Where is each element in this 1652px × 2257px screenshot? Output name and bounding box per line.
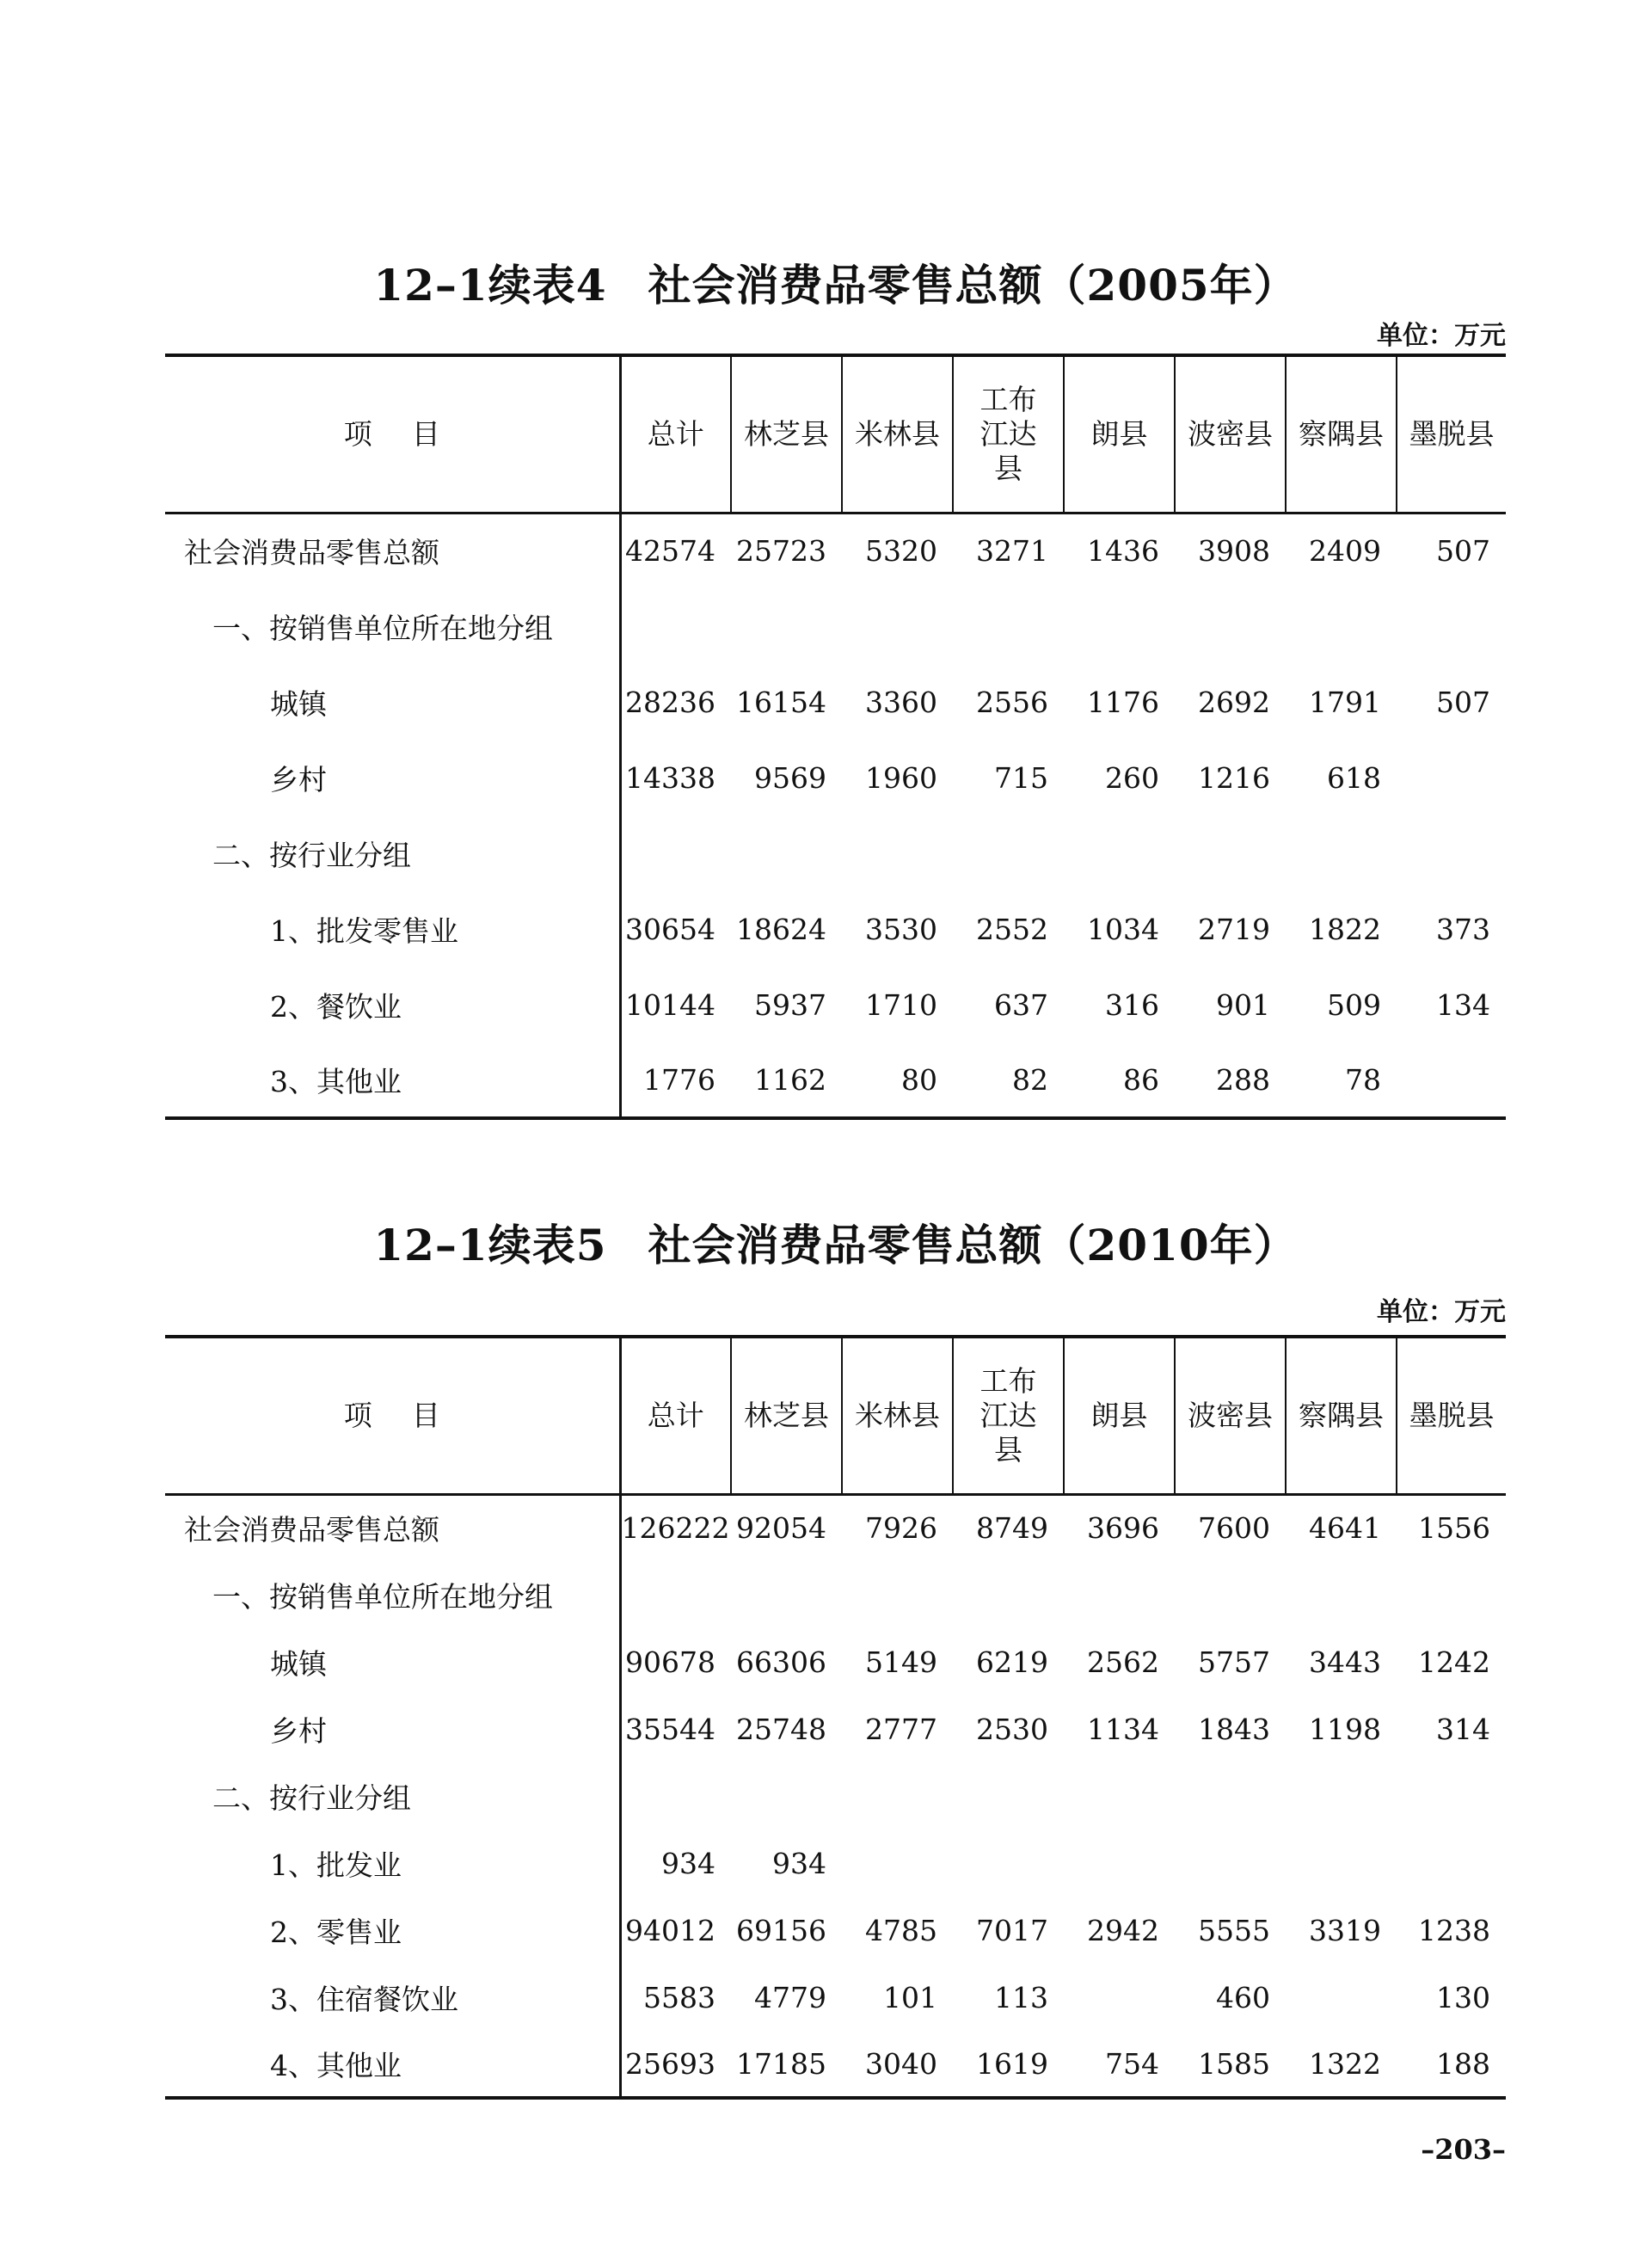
cell-value: [1175, 1762, 1286, 1830]
cell-value: 507: [1436, 685, 1490, 719]
cell-value: 1162: [754, 1062, 826, 1097]
cell-value: [620, 1762, 731, 1830]
cell-value: [842, 1830, 953, 1897]
cell-value: [1064, 1830, 1175, 1897]
cell-value: 113: [994, 1980, 1048, 2014]
cell-value: 3696: [1087, 1511, 1159, 1546]
cell-value: 637: [994, 987, 1048, 1022]
cell-value: 288: [1216, 1062, 1270, 1097]
cell-value: [1064, 1762, 1175, 1830]
cell-value: 130: [1436, 1980, 1490, 2014]
table-title-text: 社会消费品零售总额（2005年）: [648, 260, 1298, 311]
cell-value: 3040: [865, 2046, 937, 2081]
row-label: 4、其他业: [165, 2031, 620, 2098]
row-label: 乡村: [165, 1695, 620, 1762]
cell-value: 4785: [865, 1913, 937, 1947]
table-row: [165, 1762, 1506, 1830]
header-linzhi: 林芝县: [731, 355, 842, 513]
cell-value: 94012: [625, 1913, 715, 1947]
cell-value: 3908: [1198, 534, 1270, 569]
cell-value: [1175, 815, 1286, 891]
row-label: 乡村: [165, 740, 620, 815]
cell-value: 3271: [976, 534, 1048, 569]
cell-value: 1322: [1309, 2046, 1381, 2081]
cell-value: 66306: [736, 1645, 826, 1679]
cell-value: [620, 588, 731, 664]
row-label: 二、按行业分组: [165, 815, 620, 891]
cell-value: 86: [1123, 1062, 1159, 1097]
cell-value: [1286, 815, 1397, 891]
header-milin: 米林县: [842, 1337, 953, 1494]
cell-value: 30654: [625, 912, 715, 946]
cell-value: [1175, 588, 1286, 664]
row-label: 二、按行业分组: [165, 1762, 620, 1830]
cell-value: 7600: [1198, 1511, 1270, 1546]
header-total: 总计: [620, 1337, 731, 1494]
cell-value: 2409: [1309, 534, 1381, 569]
unit-label: 单位：万元: [1377, 1297, 1506, 1327]
cell-value: 1242: [1418, 1645, 1490, 1679]
cell-value: 507: [1436, 534, 1490, 569]
cell-value: 9569: [754, 760, 826, 795]
cell-value: [731, 1762, 842, 1830]
cell-value: 1238: [1418, 1913, 1490, 1947]
cell-value: [1175, 1830, 1286, 1897]
table-body: [165, 513, 1506, 1118]
cell-value: 35544: [625, 1712, 715, 1746]
table-row: [165, 1628, 1506, 1695]
cell-value: 101: [883, 1980, 937, 2014]
row-label: 一、按销售单位所在地分组: [165, 588, 620, 664]
cell-value: 90678: [625, 1645, 715, 1679]
cell-value: 1134: [1087, 1712, 1159, 1746]
cell-value: 7926: [865, 1511, 937, 1546]
header-langxian: 朗县: [1064, 355, 1175, 513]
cell-value: [1397, 740, 1506, 815]
cell-value: 5937: [754, 987, 826, 1022]
cell-value: [731, 1561, 842, 1628]
row-label: 社会消费品零售总额: [165, 513, 620, 588]
cell-value: 1619: [976, 2046, 1048, 2081]
cell-value: 7017: [976, 1913, 1048, 1947]
cell-value: [1397, 1042, 1506, 1118]
cell-value: 901: [1216, 987, 1270, 1022]
table-row: [165, 967, 1506, 1042]
header-motuo: 墨脱县: [1397, 355, 1506, 513]
cell-value: [1175, 1561, 1286, 1628]
cell-value: 4779: [754, 1980, 826, 2014]
cell-value: [1397, 1830, 1506, 1897]
cell-value: 8749: [976, 1511, 1048, 1546]
cell-value: 16154: [736, 685, 826, 719]
cell-value: [953, 815, 1064, 891]
cell-value: 18624: [736, 912, 826, 946]
cell-value: 1216: [1198, 760, 1270, 795]
cell-value: 2719: [1198, 912, 1270, 946]
cell-value: 25748: [736, 1712, 826, 1746]
cell-value: 3360: [865, 685, 937, 719]
cell-value: 5320: [865, 534, 937, 569]
cell-value: [1397, 588, 1506, 664]
cell-value: 2562: [1087, 1645, 1159, 1679]
cell-value: [731, 815, 842, 891]
row-label: 社会消费品零售总额: [165, 1494, 620, 1561]
cell-value: 2530: [976, 1712, 1048, 1746]
cell-value: 2556: [976, 685, 1048, 719]
header-item: 项 目: [165, 355, 620, 513]
cell-value: [842, 815, 953, 891]
cell-value: 3443: [1309, 1645, 1381, 1679]
data-table-2010: [165, 1335, 1506, 2100]
header-chayu: 察隅县: [1286, 1337, 1397, 1494]
table-row: [165, 1830, 1506, 1897]
table-row: [165, 588, 1506, 664]
table-title-code: 12–1续表5: [373, 1220, 607, 1270]
cell-value: [842, 1762, 953, 1830]
cell-value: 1776: [643, 1062, 715, 1097]
table-row: [165, 1695, 1506, 1762]
header-motuo: 墨脱县: [1397, 1337, 1506, 1494]
cell-value: 78: [1345, 1062, 1381, 1097]
cell-value: 715: [994, 760, 1048, 795]
cell-value: 618: [1327, 760, 1381, 795]
cell-value: 316: [1105, 987, 1159, 1022]
table-row: [165, 2031, 1506, 2098]
cell-value: [842, 1561, 953, 1628]
header-gongbujiangda: 工布江达县: [953, 355, 1064, 513]
cell-value: 2777: [865, 1712, 937, 1746]
cell-value: 80: [901, 1062, 937, 1097]
cell-value: 2552: [976, 912, 1048, 946]
cell-value: 5757: [1198, 1645, 1270, 1679]
header-item: 项 目: [165, 1337, 620, 1494]
cell-value: [1064, 588, 1175, 664]
cell-value: 2942: [1087, 1913, 1159, 1947]
cell-value: 373: [1436, 912, 1490, 946]
row-label: 一、按销售单位所在地分组: [165, 1561, 620, 1628]
cell-value: 25723: [736, 534, 826, 569]
cell-value: [1286, 1561, 1397, 1628]
cell-value: 188: [1436, 2046, 1490, 2081]
cell-value: 10144: [625, 987, 715, 1022]
header-bomi: 波密县: [1175, 1337, 1286, 1494]
header-bomi: 波密县: [1175, 355, 1286, 513]
cell-value: 69156: [736, 1913, 826, 1947]
table-title-text: 社会消费品零售总额（2010年）: [648, 1220, 1298, 1270]
row-label: 城镇: [165, 1628, 620, 1695]
cell-value: 3530: [865, 912, 937, 946]
header-chayu: 察隅县: [1286, 355, 1397, 513]
header-linzhi: 林芝县: [731, 1337, 842, 1494]
cell-value: 17185: [736, 2046, 826, 2081]
cell-value: 126222: [621, 1511, 730, 1546]
table-row: [165, 1897, 1506, 1964]
cell-value: 1710: [865, 987, 937, 1022]
cell-value: 6219: [976, 1645, 1048, 1679]
cell-value: 42574: [625, 534, 715, 569]
cell-value: 1034: [1087, 912, 1159, 946]
header-langxian: 朗县: [1064, 1337, 1175, 1494]
cell-value: [1064, 1561, 1175, 1628]
cell-value: 92054: [736, 1511, 826, 1546]
cell-value: [1064, 1964, 1175, 2031]
cell-value: 314: [1436, 1712, 1490, 1746]
table-row: [165, 1042, 1506, 1118]
cell-value: [953, 1561, 1064, 1628]
cell-value: [1064, 815, 1175, 891]
cell-value: [1286, 1964, 1397, 2031]
cell-value: [953, 588, 1064, 664]
table-title: [165, 251, 1506, 313]
cell-value: [731, 588, 842, 664]
cell-value: 5555: [1198, 1913, 1270, 1947]
table-body: [165, 1494, 1506, 2098]
cell-value: 934: [772, 1846, 826, 1880]
cell-value: 1436: [1087, 534, 1159, 569]
cell-value: 934: [661, 1846, 715, 1880]
cell-value: 1585: [1198, 2046, 1270, 2081]
table-row: [165, 1964, 1506, 2031]
table-row: [165, 815, 1506, 891]
cell-value: [1286, 1762, 1397, 1830]
table-title-code: 12–1续表4: [373, 260, 607, 311]
cell-value: [1397, 1561, 1506, 1628]
cell-value: 4641: [1309, 1511, 1381, 1546]
cell-value: 134: [1436, 987, 1490, 1022]
row-label: 3、住宿餐饮业: [165, 1964, 620, 2031]
cell-value: [1397, 815, 1506, 891]
cell-value: 82: [1012, 1062, 1048, 1097]
row-label: 1、批发零售业: [165, 891, 620, 967]
cell-value: 25693: [625, 2046, 715, 2081]
cell-value: 5583: [643, 1980, 715, 2014]
cell-value: [1286, 588, 1397, 664]
cell-value: [620, 1561, 731, 1628]
cell-value: 1556: [1418, 1511, 1490, 1546]
table-title: [165, 1211, 1506, 1273]
header-total: 总计: [620, 355, 731, 513]
row-label: 城镇: [165, 664, 620, 740]
row-label: 3、其他业: [165, 1042, 620, 1118]
cell-value: 260: [1105, 760, 1159, 795]
cell-value: 1791: [1309, 685, 1381, 719]
cell-value: 1960: [865, 760, 937, 795]
cell-value: 3319: [1309, 1913, 1381, 1947]
table-row: [165, 513, 1506, 588]
cell-value: [620, 815, 731, 891]
cell-value: 754: [1105, 2046, 1159, 2081]
cell-value: 1176: [1087, 685, 1159, 719]
cell-value: [1286, 1830, 1397, 1897]
cell-value: 14338: [625, 760, 715, 795]
cell-value: 2692: [1198, 685, 1270, 719]
table-row: [165, 1494, 1506, 1561]
cell-value: 1822: [1309, 912, 1381, 946]
cell-value: [1397, 1762, 1506, 1830]
cell-value: 28236: [625, 685, 715, 719]
cell-value: 5149: [865, 1645, 937, 1679]
cell-value: 460: [1216, 1980, 1270, 2014]
table-row: [165, 740, 1506, 815]
row-label: 2、零售业: [165, 1897, 620, 1964]
cell-value: [842, 588, 953, 664]
table-row: [165, 1561, 1506, 1628]
cell-value: 509: [1327, 987, 1381, 1022]
cell-value: [953, 1762, 1064, 1830]
unit-label: 单位：万元: [1377, 321, 1506, 351]
table-row: [165, 664, 1506, 740]
cell-value: 1198: [1309, 1712, 1381, 1746]
row-label: 2、餐饮业: [165, 967, 620, 1042]
header-milin: 米林县: [842, 355, 953, 513]
header-gongbujiangda: 工布江达县: [953, 1337, 1064, 1494]
cell-value: 1843: [1198, 1712, 1270, 1746]
data-table-2005: [165, 354, 1506, 1120]
cell-value: [953, 1830, 1064, 1897]
row-label: 1、批发业: [165, 1830, 620, 1897]
page-number: –203–: [1421, 2133, 1506, 2166]
table-row: [165, 891, 1506, 967]
